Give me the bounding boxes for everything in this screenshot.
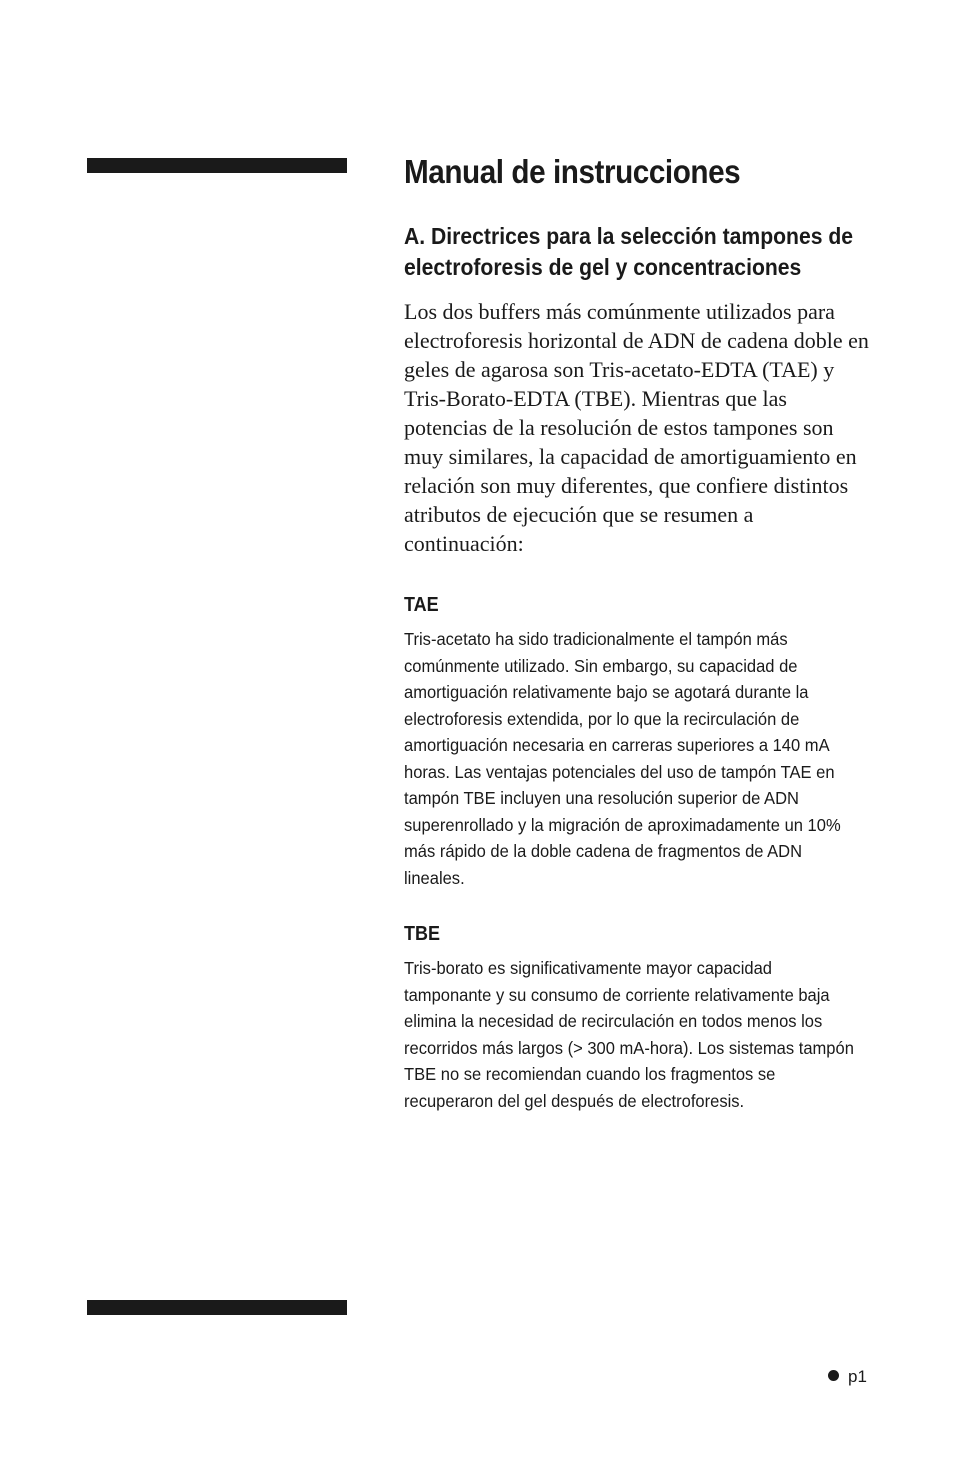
section-a-heading: A. Directrices para la selección tampones de electroforesis de gel y concentraciones: [404, 223, 854, 280]
bottom-decorative-rule: [87, 1300, 347, 1315]
tae-heading: TAE: [404, 594, 439, 616]
page-number: p1: [848, 1367, 867, 1386]
page-title: Manual de instrucciones: [404, 153, 741, 190]
page-footer: [828, 1366, 867, 1388]
bullet-icon: [828, 1370, 839, 1381]
tae-paragraph: Tris-acetato ha sido tradicionalmente el tampón más comúnmente utilizado. Sin embargo, su capacidad de amortiguación relativamente bajo se agotará durante la electroforesis extendida, por lo que la recirculación de amortiguación necesaria en carreras superiores a 140 mA horas. Las ventajas potenciales del uso de tampón TAE en tampón TBE incluyen una resolución superior de ADN superenrollado y la migración de aproximadamente un 10% más rápido de la doble cadena de fragmentos de ADN lineales.: [404, 629, 841, 888]
top-decorative-rule: [87, 158, 347, 173]
tbe-paragraph: Tris-borato es significativamente mayor capacidad tamponante y su consumo de corriente relativamente baja elimina la necesidad de recirculación en todos menos los recorridos más largos (> 300 mA-hora). Los sistemas tampón TBE no se recomiendan cuando los fragmentos se recuperaron del gel después de electroforesis.: [404, 958, 854, 1111]
main-content: [404, 150, 874, 1114]
intro-paragraph: Los dos buffers más comúnmente utilizados para electroforesis horizontal de ADN de cadena doble en geles de agarosa son Tris-acetato-EDTA (TAE) y Tris-Borato-EDTA (TBE). Mientras que las potencias de la resolución de estos tampones son muy similares, la capacidad de amortiguamiento en relación son muy diferentes, que confiere distintos atributos de ejecución que se resumen a continuación:: [404, 299, 869, 556]
tbe-heading: TBE: [404, 923, 440, 945]
